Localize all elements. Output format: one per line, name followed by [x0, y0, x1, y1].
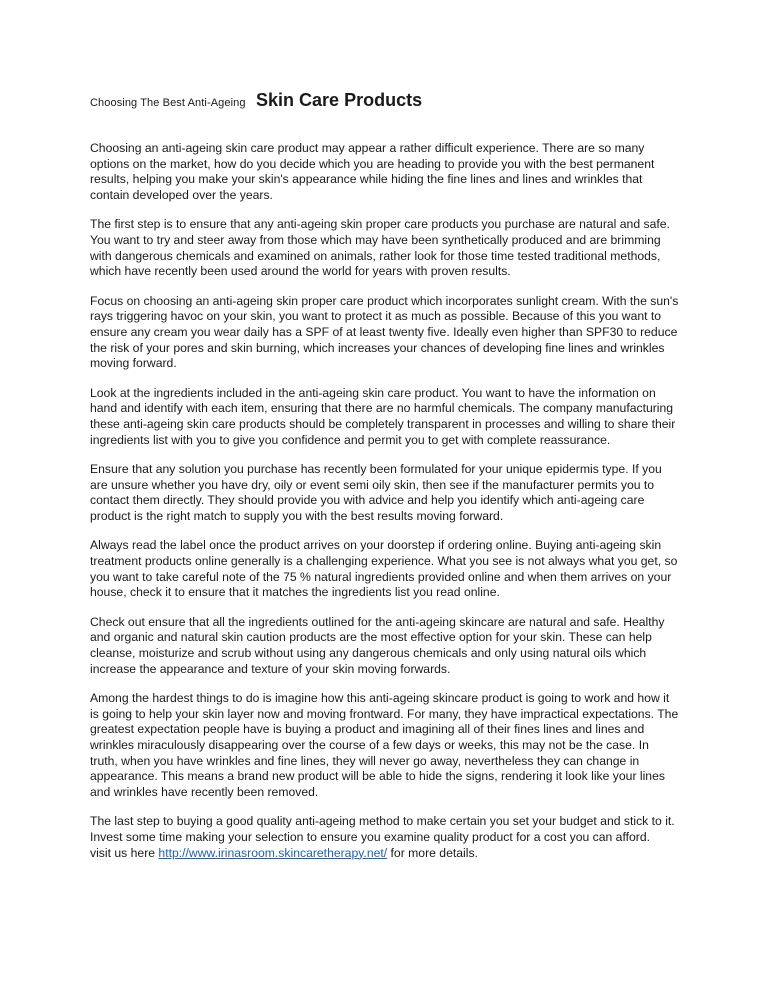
paragraph: The last step to buying a good quality anti-ageing method to make certain you set your budget and stick to it. Invest some time making your selection to ensure you examine quality product for a cost you can afford. — [90, 814, 675, 844]
document-page — [90, 86, 680, 861]
paragraph: Look at the ingredients included in the anti-ageing skin care product. You want to have the information on hand and identify with each item, ensuring that there are no harmful chemicals. The company manufacturing these anti-ageing skin care products should be completely transparent in processes and willing to share their ingredients list with you to give you confidence and permit you to get with complete reassurance. — [90, 385, 676, 447]
paragraph: Check out ensure that all the ingredients outlined for the anti-ageing skincare are natural and safe. Healthy and organic and natural skin caution products are the most effective option for your skin. These can help cleanse, moisturize and scrub without using any dangerous chemicals and only using natural oils which increase the appearance and texture of your skin moving forwards. — [90, 614, 665, 676]
paragraph: Ensure that any solution you purchase has recently been formulated for your unique epidermis type. If you are unsure whether you have dry, oily or event semi oily skin, then see if the manufacturer permits you to contact them directly. They should provide you with advice and help you identify which anti-ageing care product is the right match to supply you with the best results moving forward. — [90, 462, 662, 523]
paragraph: Focus on choosing an anti-ageing skin proper care product which incorporates sunlight cream. With the sun's rays triggering havoc on your skin, you want to protect it as much as possible. Because of this you want to ensure any cream you wear daily has a SPF of at least twenty five. Ideally even higher than SPF30 to reduce the risk of your pores and skin burning, which increases your chances of developing fine lines and wrinkles moving forward. — [90, 293, 679, 371]
document-title — [90, 86, 680, 117]
title-main: Skin Care Products — [256, 90, 423, 110]
title-prefix: Choosing The Best Anti-Ageing — [90, 97, 246, 109]
paragraph: The first step is to ensure that any anti-ageing skin proper care products you purchase are natural and safe. You want to try and steer away from those which may have been synthetically produced and are brimming with dangerous chemicals and examined on animals, rather look for those time tested traditional methods, which have recently been used around the world for years with proven results. — [90, 217, 670, 279]
visit-suffix: for more details. — [390, 845, 478, 860]
website-link[interactable]: http://www.irinasroom.skincaretherapy.net/ — [158, 845, 388, 860]
paragraph: Always read the label once the product arrives on your doorstep if ordering online. Buying anti-ageing skin treatment products online generally is a challenging experience. What you see is not always what you get, so you want to take careful note of the 75 % natural ingredients provided online and when them arrives on your house, check it to ensure that it matches the ingredients list you read online. — [90, 538, 678, 600]
visit-line — [90, 846, 680, 862]
paragraph: Among the hardest things to do is imagine how this anti-ageing skincare product is going to work and how it is going to help your skin layer now and moving frontward. For many, they have impractical expectations. The greatest expectation people have is buying a product and imagining all of their fines lines and lines and wrinkles miraculously disappearing over the course of a few days or weeks, this may not be the case. In truth, when you have wrinkles and fine lines, they will never go away, nevertheless they can change in appearance. This means a brand new product will be able to hide the signs, rendering it look like your lines and wrinkles have recently been removed. — [90, 691, 679, 799]
paragraph: Choosing an anti-ageing skin care product may appear a rather difficult experience. There are so many options on the market, how do you decide which you are heading to provide you with the best permanent results, helping you make your skin's appearance while hiding the fine lines and lines and wrinkles that contain developed over the years. — [90, 141, 655, 202]
visit-prefix: visit us here — [90, 845, 156, 860]
